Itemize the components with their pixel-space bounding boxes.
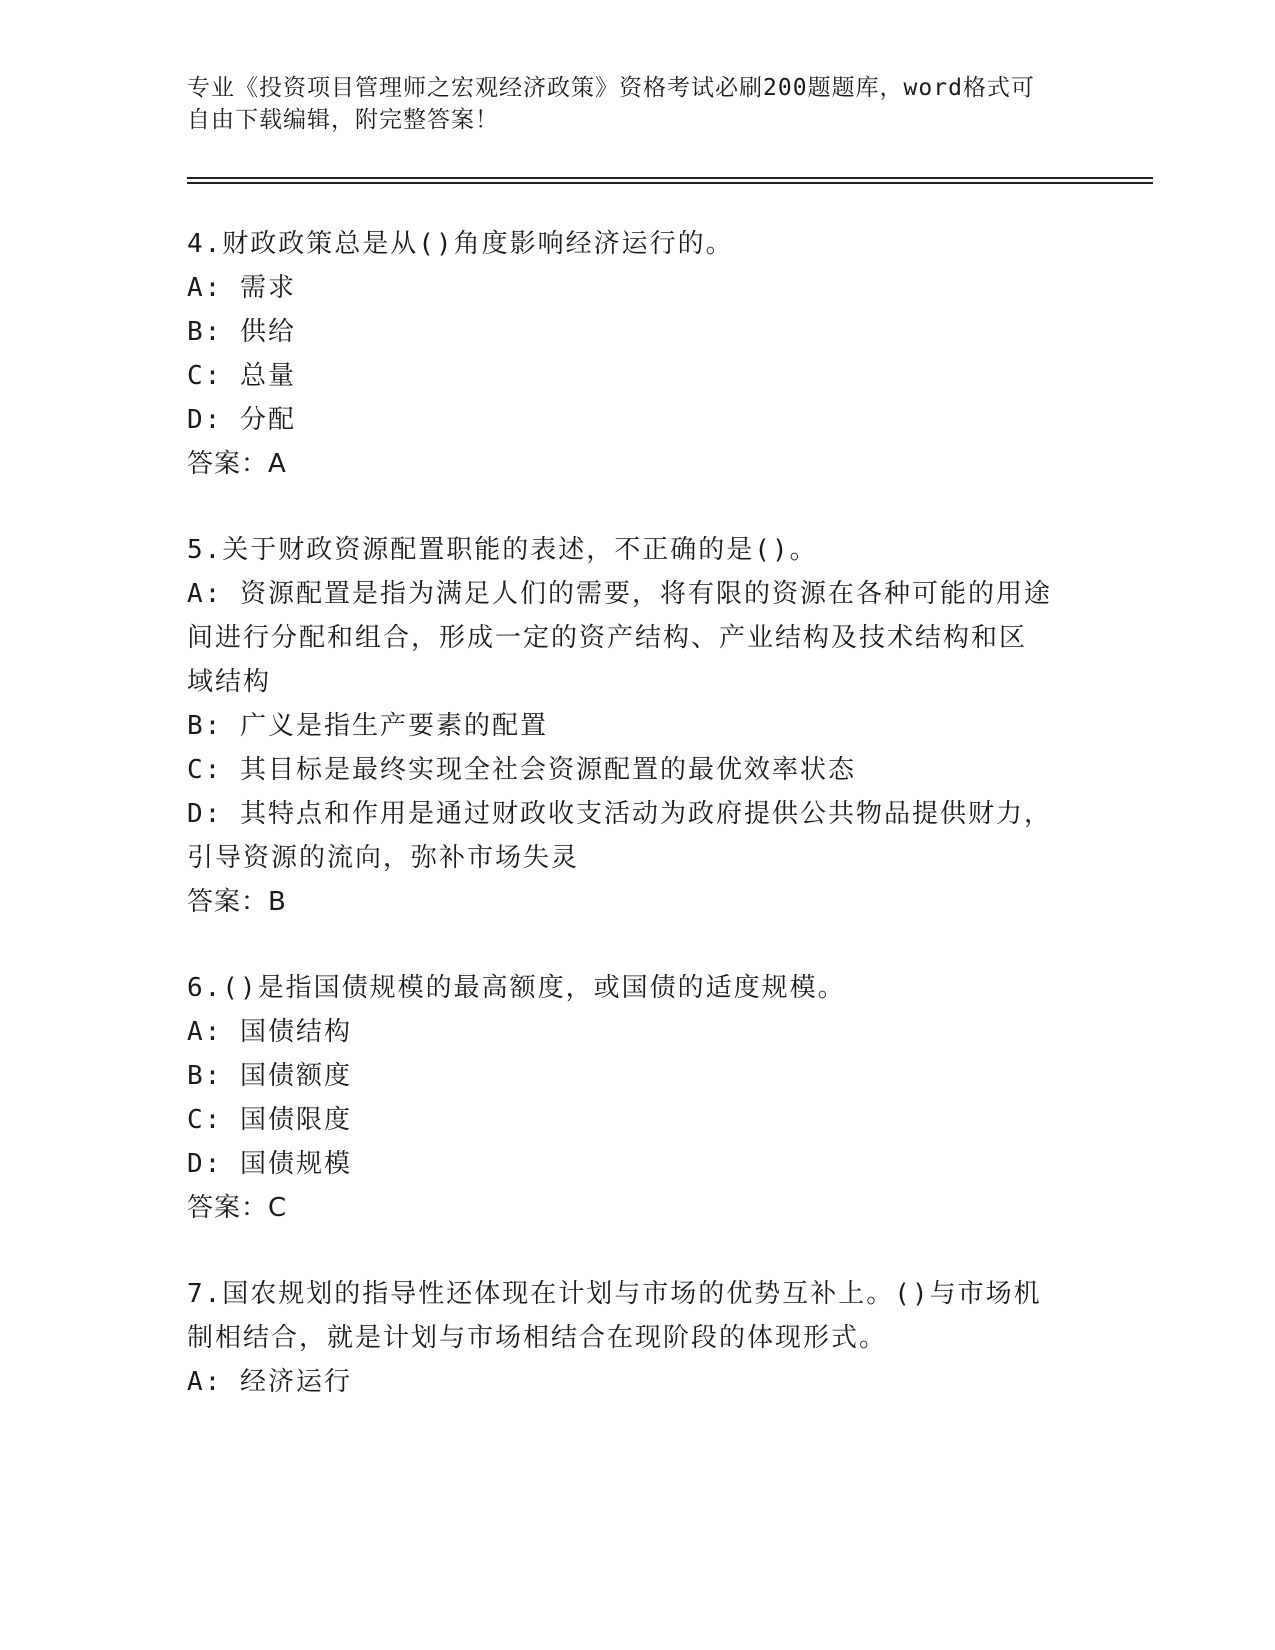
document-header xyxy=(187,72,1067,136)
question-5-answer: 答案：B xyxy=(187,887,287,917)
question-4-stem: 4.财政政策总是从()角度影响经济运行的。 xyxy=(187,229,734,259)
question-6-option-d: D: 国债规模 xyxy=(187,1149,352,1179)
question-6-option-b: B: 国债额度 xyxy=(187,1061,352,1091)
question-4-option-b: B: 供给 xyxy=(187,317,296,347)
question-5-option-d-line-2: 引导资源的流向，弥补市场失灵 xyxy=(187,843,580,873)
header-rule-bottom xyxy=(187,182,1153,184)
question-5-option-c: C: 其目标是最终实现全社会资源配置的最优效率状态 xyxy=(187,755,856,785)
question-4-option-a: A: 需求 xyxy=(187,273,296,303)
question-5-option-b: B: 广义是指生产要素的配置 xyxy=(187,711,548,741)
question-5-stem: 5.关于财政资源配置职能的表述，不正确的是()。 xyxy=(187,535,818,565)
question-5-option-a-line-3: 域结构 xyxy=(187,667,272,697)
question-6-option-a: A: 国债结构 xyxy=(187,1017,352,1047)
header-line-1: 专业《投资项目管理师之宏观经济政策》资格考试必刷200题题库，word格式可 xyxy=(187,75,1035,101)
question-7-stem-line-1: 7.国农规划的指导性还体现在计划与市场的优势互补上。()与市场机 xyxy=(187,1279,1042,1309)
question-5-option-a-line-2: 间进行分配和组合，形成一定的资产结构、产业结构及技术结构和区 xyxy=(187,623,1028,653)
question-7-stem-line-2: 制相结合，就是计划与市场相结合在现阶段的体现形式。 xyxy=(187,1323,888,1353)
question-5-option-a-line-1: A: 资源配置是指为满足人们的需要，将有限的资源在各种可能的用途 xyxy=(187,579,1052,609)
question-4-option-c: C: 总量 xyxy=(187,361,296,391)
question-6-option-c: C: 国债限度 xyxy=(187,1105,352,1135)
header-line-2: 自由下载编辑，附完整答案！ xyxy=(187,107,499,133)
question-7-option-a: A: 经济运行 xyxy=(187,1367,352,1397)
header-rule-top xyxy=(187,177,1153,179)
question-4-option-d: D: 分配 xyxy=(187,405,296,435)
question-5-option-d-line-1: D: 其特点和作用是通过财政收支活动为政府提供公共物品提供财力， xyxy=(187,799,1052,829)
question-4-answer: 答案：A xyxy=(187,449,287,479)
question-6-answer: 答案：C xyxy=(187,1193,288,1223)
question-6-stem: 6.()是指国债规模的最高额度，或国债的适度规模。 xyxy=(187,973,846,1003)
